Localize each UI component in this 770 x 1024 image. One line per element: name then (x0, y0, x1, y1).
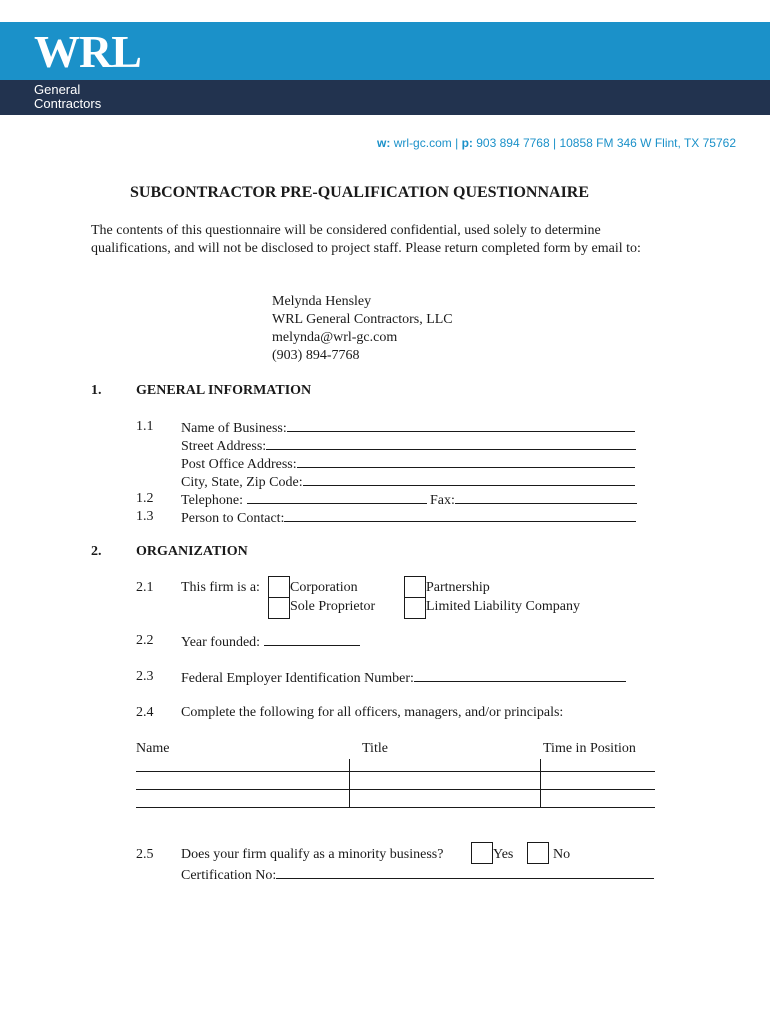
year-founded-field: Year founded: (181, 632, 360, 652)
item-number: 2.5 (136, 847, 154, 862)
column-header-title: Title (362, 741, 388, 756)
item-number: 2.1 (136, 580, 154, 595)
person-to-contact-input[interactable] (284, 508, 636, 522)
street-address-field: Street Address: (181, 436, 636, 456)
person-to-contact-field: Person to Contact: (181, 508, 636, 528)
partnership-label: Partnership (426, 580, 490, 595)
telephone-field: Telephone: Fax: (181, 490, 637, 510)
table-row[interactable] (350, 771, 540, 772)
city-state-zip-field: City, State, Zip Code: (181, 472, 635, 492)
section-2-heading: ORGANIZATION (136, 544, 248, 559)
no-checkbox[interactable] (527, 842, 549, 864)
sole-proprietor-checkbox[interactable] (268, 597, 290, 619)
column-divider (349, 759, 350, 808)
city-state-zip-input[interactable] (303, 472, 635, 486)
fax-input[interactable] (455, 490, 637, 504)
company-logo: WRL (34, 26, 141, 77)
table-row[interactable] (350, 789, 540, 790)
item-number: 2.4 (136, 705, 154, 720)
corporation-label: Corporation (290, 580, 358, 595)
yes-checkbox[interactable] (471, 842, 493, 864)
certification-input[interactable] (276, 865, 654, 879)
column-header-time: Time in Position (543, 741, 636, 756)
telephone-input[interactable] (247, 490, 427, 504)
header-banner-lower (0, 80, 770, 115)
item-number: 1.2 (136, 491, 154, 506)
po-address-field: Post Office Address: (181, 454, 635, 474)
table-row[interactable] (136, 771, 349, 772)
page-title: SUBCONTRACTOR PRE-QUALIFICATION QUESTIONNAIRE (130, 184, 590, 201)
table-row[interactable] (541, 807, 655, 808)
sole-proprietor-label: Sole Proprietor (290, 599, 376, 614)
street-address-input[interactable] (266, 436, 636, 450)
table-row[interactable] (350, 807, 540, 808)
logo-subtitle: General Contractors (34, 82, 102, 111)
phone-number: 903 894 7768 (476, 136, 550, 150)
firm-type-label: This firm is a: (181, 580, 260, 595)
table-row[interactable] (541, 771, 655, 772)
no-label: No (553, 847, 571, 862)
website-link[interactable]: wrl-gc.com (393, 136, 452, 150)
item-number: 2.2 (136, 633, 154, 648)
section-2-number: 2. (91, 544, 102, 559)
column-divider (540, 759, 541, 808)
intro-paragraph: The contents of this questionnaire will be considered confidential, used solely to determine qualifications, and will not be disclosed to project staff. Please return completed form by email to: (91, 223, 641, 256)
fein-field: Federal Employer Identification Number: (181, 668, 626, 688)
certification-field: Certification No: (181, 865, 654, 885)
item-number: 2.3 (136, 669, 154, 684)
po-address-input[interactable] (297, 454, 635, 468)
officers-instruction: Complete the following for all officers, managers, and/or principals: (181, 705, 564, 720)
partnership-checkbox[interactable] (404, 576, 426, 598)
contact-name: Melynda Hensley (272, 294, 372, 309)
item-number: 1.1 (136, 419, 154, 434)
table-row[interactable] (136, 789, 349, 790)
contact-line: w: wrl-gc.com | p: 903 894 7768 | 10858 FM 346 W Flint, TX 75762 (377, 136, 736, 150)
column-header-name: Name (136, 741, 170, 756)
name-of-business-input[interactable] (287, 418, 635, 432)
name-of-business-field: Name of Business: (181, 418, 635, 438)
contact-company: WRL General Contractors, LLC (272, 312, 453, 327)
table-row[interactable] (136, 807, 349, 808)
minority-question: Does your firm qualify as a minority business? (181, 847, 444, 862)
item-number: 1.3 (136, 509, 154, 524)
corporation-checkbox[interactable] (268, 576, 290, 598)
contact-phone: (903) 894-7768 (272, 348, 360, 363)
table-row[interactable] (541, 789, 655, 790)
section-1-heading: GENERAL INFORMATION (136, 383, 312, 398)
contact-email[interactable]: melynda@wrl-gc.com (272, 330, 398, 345)
fein-input[interactable] (414, 668, 626, 682)
llc-checkbox[interactable] (404, 597, 426, 619)
year-founded-input[interactable] (264, 632, 360, 646)
yes-label: Yes (493, 847, 514, 862)
company-address: 10858 FM 346 W Flint, TX 75762 (559, 136, 736, 150)
section-1-number: 1. (91, 383, 102, 398)
llc-label: Limited Liability Company (426, 599, 580, 614)
